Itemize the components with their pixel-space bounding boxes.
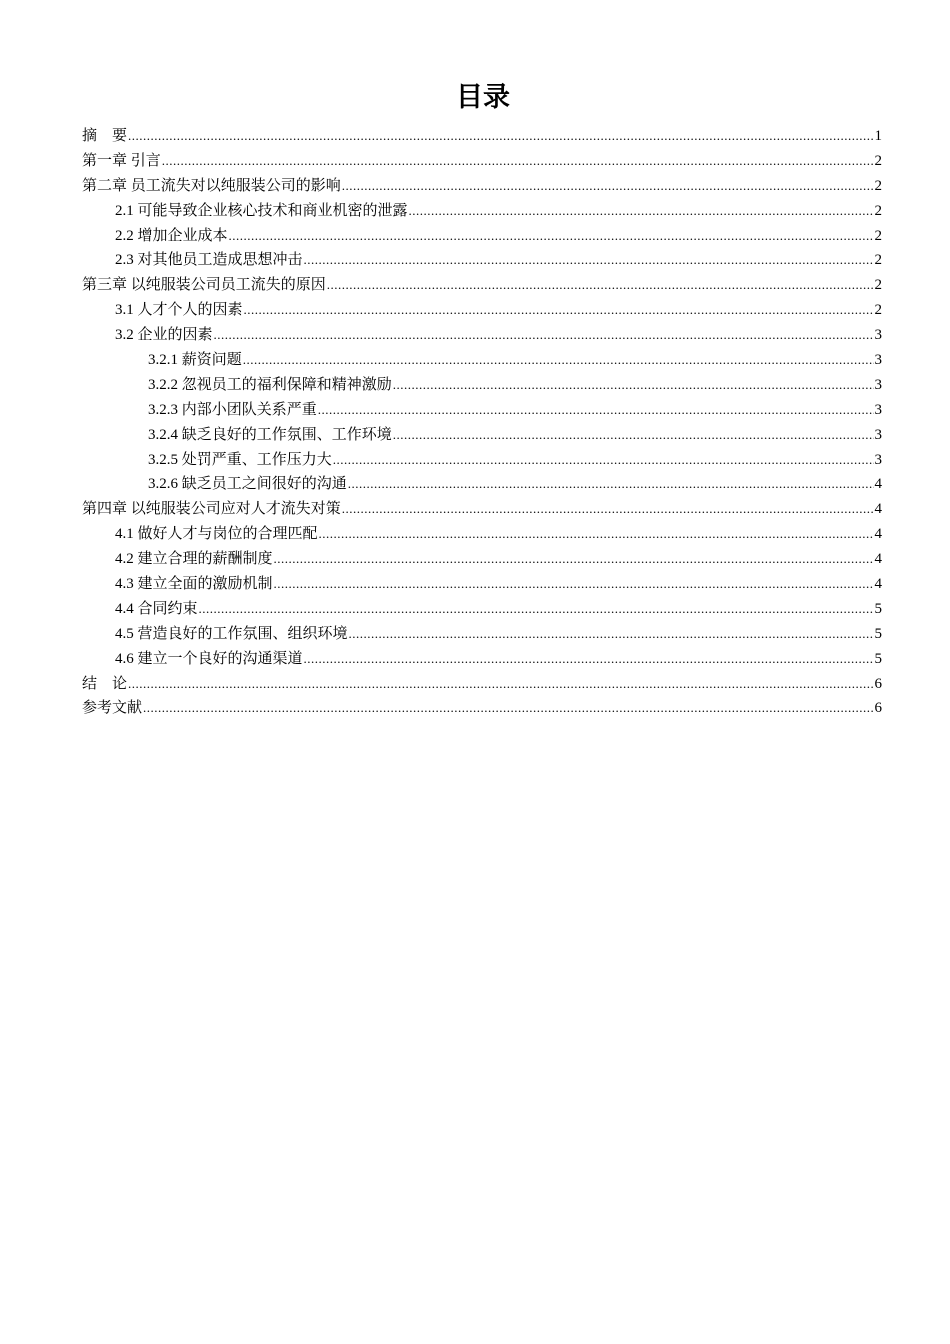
toc-entry-page-number: 3 <box>874 352 882 369</box>
toc-entry[interactable] <box>82 647 882 672</box>
toc-entry[interactable] <box>82 522 882 547</box>
toc-dot-leader <box>199 597 874 622</box>
toc-dot-leader <box>393 423 874 448</box>
toc-entry-page-number: 6 <box>874 675 882 692</box>
toc-entry-page-number: 5 <box>874 650 882 667</box>
toc-dot-leader <box>214 323 874 348</box>
toc-entry-label: 4.4 合同约束 <box>115 600 198 617</box>
toc-entry[interactable] <box>82 323 882 348</box>
toc-entry-label: 3.2.5 处罚严重、工作压力大 <box>148 451 332 468</box>
toc-dot-leader <box>128 672 873 697</box>
toc-entry-page-number: 4 <box>874 576 882 593</box>
toc-entry-page-number: 2 <box>874 252 882 269</box>
toc-entry-page-number: 2 <box>874 277 882 294</box>
toc-entry[interactable] <box>82 423 882 448</box>
toc-entry-page-number: 5 <box>874 600 882 617</box>
toc-entry[interactable] <box>82 224 882 249</box>
toc-entry-page-number: 3 <box>874 376 882 393</box>
toc-entry-label: 4.3 建立全面的激励机制 <box>115 576 273 593</box>
toc-dot-leader <box>162 149 874 174</box>
toc-dot-leader <box>243 348 874 373</box>
toc-entry-label: 第三章 以纯服装公司员工流失的原因 <box>82 277 326 294</box>
toc-dot-leader <box>304 647 874 672</box>
toc-entry-page-number: 6 <box>874 700 882 717</box>
toc-dot-leader <box>244 298 874 323</box>
toc-entry-page-number: 1 <box>874 128 882 144</box>
toc-dot-leader <box>342 497 874 522</box>
toc-entry[interactable] <box>82 273 882 298</box>
toc-entry-label: 4.2 建立合理的薪酬制度 <box>115 551 273 568</box>
toc-entry-page-number: 4 <box>874 526 882 543</box>
toc-entry[interactable] <box>82 298 882 323</box>
toc-dot-leader <box>143 696 873 721</box>
toc-entry-page-number: 4 <box>874 551 882 568</box>
toc-entry[interactable] <box>82 174 882 199</box>
toc-entry-page-number: 2 <box>874 152 882 169</box>
toc-entry-page-number: 2 <box>874 302 882 319</box>
toc-entry-label: 3.2 企业的因素 <box>115 327 213 344</box>
toc-entry-page-number: 2 <box>874 177 882 194</box>
toc-dot-leader <box>229 224 874 249</box>
toc-entry-label: 参考文献 <box>82 700 143 717</box>
toc-entry-page-number: 4 <box>874 501 882 518</box>
toc-entry[interactable] <box>82 696 882 721</box>
toc-dot-leader <box>409 199 874 224</box>
toc-dot-leader <box>348 472 874 497</box>
toc-dot-leader <box>274 547 874 572</box>
toc-dot-leader <box>327 273 874 298</box>
toc-entry-label: 3.2.4 缺乏良好的工作氛围、工作环境 <box>148 426 392 443</box>
toc-entry-label: 3.2.6 缺乏员工之间很好的沟通 <box>148 476 347 493</box>
page-title: 目录 <box>456 82 510 113</box>
toc-entry-page-number: 2 <box>874 202 882 219</box>
toc-entry[interactable] <box>82 622 882 647</box>
toc-entry-label: 4.5 营造良好的工作氛围、组织环境 <box>115 625 348 642</box>
toc-entry[interactable] <box>82 572 882 597</box>
toc-entry[interactable] <box>82 597 882 622</box>
toc-entry-label: 结 论 <box>82 675 128 692</box>
toc-entry-page-number: 3 <box>874 401 882 418</box>
toc-entry-label: 3.2.1 薪资问题 <box>148 352 242 369</box>
toc-entry-page-number: 3 <box>874 327 882 344</box>
toc-entry[interactable] <box>82 149 882 174</box>
toc-dot-leader <box>349 622 874 647</box>
toc-entry[interactable] <box>82 348 882 373</box>
toc-dot-leader <box>333 448 874 473</box>
toc-entry-label: 4.6 建立一个良好的沟通渠道 <box>115 650 303 667</box>
toc-entry[interactable] <box>82 448 882 473</box>
toc-entry[interactable] <box>82 497 882 522</box>
toc-entry-page-number: 2 <box>874 227 882 244</box>
toc-dot-leader <box>318 398 874 423</box>
toc-dot-leader <box>393 373 874 398</box>
toc-dot-leader <box>128 124 873 149</box>
toc-entry-page-number: 3 <box>874 451 882 468</box>
toc-entry-label: 第一章 引言 <box>82 152 161 169</box>
toc-entry-label: 2.2 增加企业成本 <box>115 227 228 244</box>
toc-entry[interactable] <box>82 373 882 398</box>
toc-entry[interactable] <box>82 124 882 149</box>
toc-entry-page-number: 3 <box>874 426 882 443</box>
toc-entry-label: 3.2.3 内部小团队关系严重 <box>148 401 317 418</box>
toc-entry-label: 2.3 对其他员工造成思想冲击 <box>115 252 303 269</box>
toc-entry-label: 3.1 人才个人的因素 <box>115 302 243 319</box>
toc-entry[interactable] <box>82 472 882 497</box>
toc-dot-leader <box>319 522 874 547</box>
toc-entry-label: 3.2.2 忽视员工的福利保障和精神激励 <box>148 376 392 393</box>
toc-entry-page-number: 4 <box>874 476 882 493</box>
toc-dot-leader <box>274 572 874 597</box>
toc-entry-label: 第二章 员工流失对以纯服装公司的影响 <box>82 177 341 194</box>
toc-entry-label: 摘 要 <box>82 128 128 144</box>
toc-entry[interactable] <box>82 547 882 572</box>
toc-dot-leader <box>342 174 874 199</box>
toc-entry[interactable] <box>82 199 882 224</box>
toc-entry-label: 2.1 可能导致企业核心技术和商业机密的泄露 <box>115 202 408 219</box>
toc-entry[interactable] <box>82 398 882 423</box>
toc-entry-label: 4.1 做好人才与岗位的合理匹配 <box>115 526 318 543</box>
toc-entry[interactable] <box>82 248 882 273</box>
toc-dot-leader <box>304 248 874 273</box>
toc-entry-page-number: 5 <box>874 625 882 642</box>
toc-entry[interactable] <box>82 672 882 697</box>
toc-entry-label: 第四章 以纯服装公司应对人才流失对策 <box>82 501 341 518</box>
table-of-contents <box>82 124 882 721</box>
